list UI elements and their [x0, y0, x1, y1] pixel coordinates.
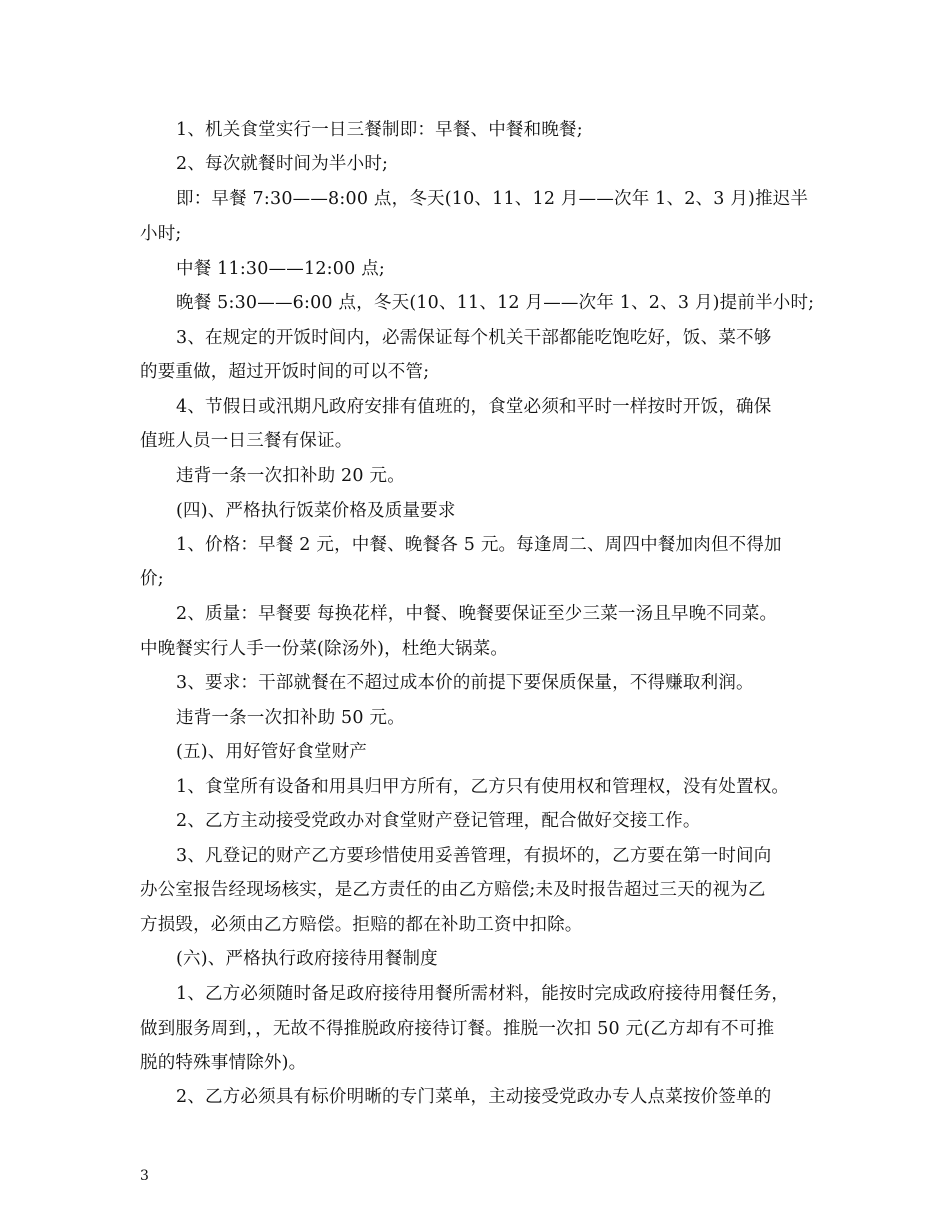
text-line: 即：早餐 7:30——8:00 点，冬天(10、11、12 月——次年 1、2、3 月)推迟半: [176, 189, 809, 209]
text-line: 3、在规定的开饭时间内，必需保证每个机关干部都能吃饱吃好，饭、菜不够: [176, 328, 772, 348]
section-heading: (六)、严格执行政府接待用餐制度: [176, 949, 438, 969]
page-number: 3: [140, 1168, 149, 1184]
text-line: 小时;: [140, 224, 182, 244]
text-line: 1、食堂所有设备和用具归甲方所有，乙方只有使用权和管理权，没有处置权。: [176, 777, 790, 797]
text-line: 2、乙方主动接受党政办对食堂财产登记管理，配合做好交接工作。: [176, 811, 701, 831]
text-line: 1、价格：早餐 2 元，中餐、晚餐各 5 元。每逢周二、周四中餐加肉但不得加: [176, 535, 782, 555]
text-line: 的要重做，超过开饭时间的可以不管;: [140, 362, 430, 382]
text-line: 价;: [140, 569, 164, 589]
text-line: 3、要求：干部就餐在不超过成本价的前提下要保质保量，不得赚取利润。: [176, 673, 754, 693]
section-heading: (五)、用好管好食堂财产: [176, 742, 368, 762]
text-line: 值班人员一日三餐有保证。: [140, 431, 353, 451]
text-line: 中晚餐实行人手一份菜(除汤外)，杜绝大锅菜。: [140, 639, 509, 659]
text-line: 违背一条一次扣补助 20 元。: [176, 466, 405, 486]
text-line: 办公室报告经现场核实，是乙方责任的由乙方赔偿;未及时报告超过三天的视为乙: [140, 880, 766, 900]
text-line: 违背一条一次扣补助 50 元。: [176, 708, 405, 728]
text-line: 中餐 11:30——12:00 点;: [176, 259, 385, 279]
text-line: 1、乙方必须随时备足政府接待用餐所需材料，能按时完成政府接待用餐任务，: [176, 984, 790, 1004]
text-line: 2、每次就餐时间为半小时;: [176, 154, 389, 174]
text-line: 方损毁，必须由乙方赔偿。拒赔的都在补助工资中扣除。: [140, 915, 583, 935]
text-line: 4、节假日或汛期凡政府安排有值班的，食堂必须和平时一样按时开饭，确保: [176, 397, 772, 417]
text-line: 做到服务周到，，无故不得推脱政府接待订餐。推脱一次扣 50 元(乙方却有不可推: [140, 1019, 775, 1039]
text-line: 3、凡登记的财产乙方要珍惜使用妥善管理，有损坏的，乙方要在第一时间向: [176, 846, 772, 866]
text-line: 2、质量：早餐要 每换花样，中餐、晚餐要保证至少三菜一汤且早晚不同菜。: [176, 604, 778, 624]
text-line: 晚餐 5:30——6:00 点，冬天(10、11、12 月——次年 1、2、3 月)提前半小时;: [176, 293, 815, 313]
text-line: 脱的特殊事情除外)。: [140, 1053, 307, 1073]
text-line: 1、机关食堂实行一日三餐制即：早餐、中餐和晚餐;: [176, 120, 583, 140]
text-line: 2、乙方必须具有标价明晰的专门菜单，主动接受党政办专人点菜按价签单的: [176, 1087, 772, 1107]
section-heading: (四)、严格执行饭菜价格及质量要求: [176, 501, 456, 521]
